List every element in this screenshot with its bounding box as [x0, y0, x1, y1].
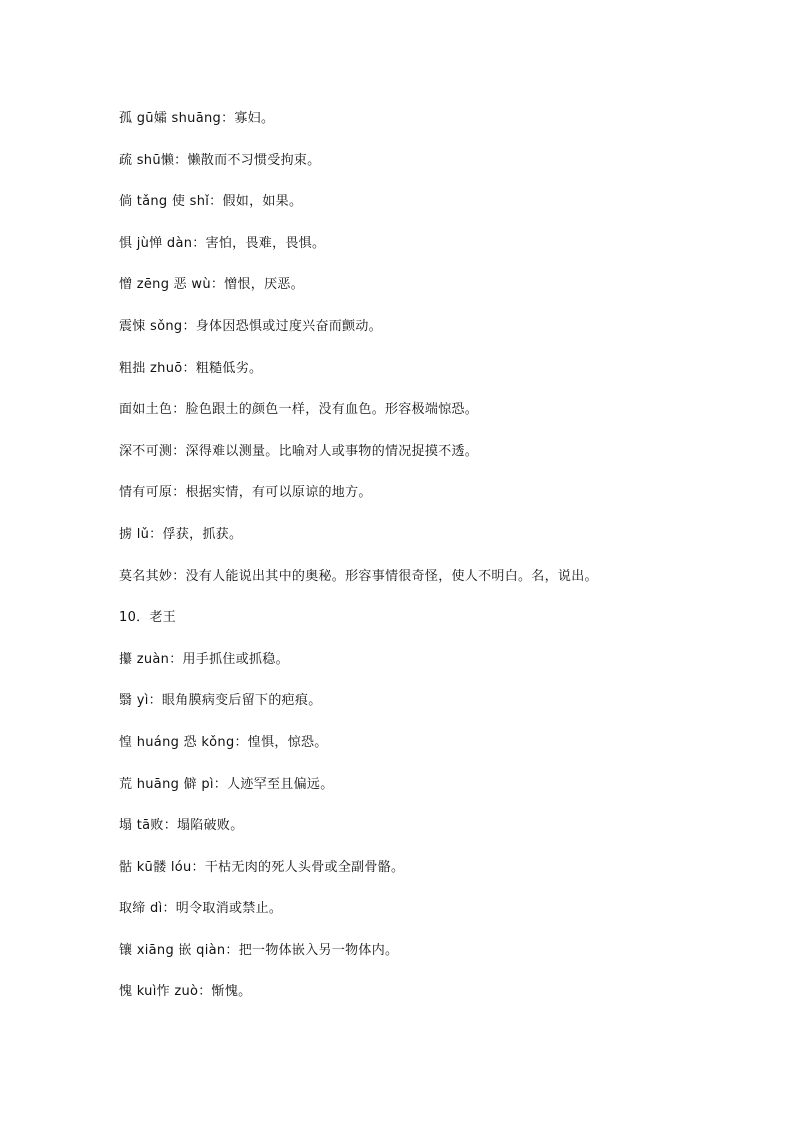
vocabulary-list	[119, 108, 759, 1023]
vocab-entry: 骷 kū髅 lóu：干枯无肉的死人头骨或全副骨骼。	[119, 859, 405, 875]
vocab-entry: 深不可测：深得难以测量。比喻对人或事物的情况捉摸不透。	[119, 443, 479, 459]
vocab-entry: 翳 yì：眼角膜病变后留下的疤痕。	[119, 693, 322, 709]
vocab-entry: 情有可原：根据实情，有可以原谅的地方。	[119, 485, 372, 501]
vocab-entry: 掳 lǔ：俘获，抓获。	[119, 526, 243, 542]
vocab-entry: 震悚 sǒng：身体因恐惧或过度兴奋而颤动。	[119, 318, 382, 334]
vocab-entry: 镶 xiāng 嵌 qiàn：把一物体嵌入另一物体内。	[119, 942, 399, 958]
vocab-entry: 倘 tǎng 使 shǐ：假如，如果。	[119, 194, 303, 210]
vocab-entry: 塌 tā败：塌陷破败。	[119, 818, 244, 834]
vocab-entry: 攥 zuàn：用手抓住或抓稳。	[119, 651, 289, 667]
vocab-entry: 取缔 dì：明令取消或禁止。	[119, 901, 283, 917]
vocab-entry: 疏 shū懒：懒散而不习惯受拘束。	[119, 152, 321, 168]
vocab-entry: 孤 gū孀 shuāng：寡妇。	[119, 111, 275, 126]
vocab-entry: 荒 huāng 僻 pì：人迹罕至且偏远。	[119, 776, 334, 792]
vocab-entry: 愧 kuì怍 zuò：惭愧。	[119, 984, 252, 1000]
vocab-entry: 面如土色：脸色跟土的颜色一样，没有血色。形容极端惊恐。	[119, 402, 479, 418]
vocab-entry: 莫名其妙：没有人能说出其中的奥秘。形容事情很奇怪，使人不明白。名，说出。	[119, 568, 598, 584]
vocab-entry: 粗拙 zhuō：粗糙低劣。	[119, 360, 263, 376]
vocab-entry: 憎 zēng 恶 wù：憎恨，厌恶。	[119, 277, 304, 293]
section-heading: 10．老王	[119, 610, 177, 626]
vocab-entry: 惧 jù惮 dàn：害怕，畏难，畏惧。	[119, 235, 326, 251]
vocab-entry: 惶 huáng 恐 kǒng：惶惧，惊恐。	[119, 734, 328, 750]
